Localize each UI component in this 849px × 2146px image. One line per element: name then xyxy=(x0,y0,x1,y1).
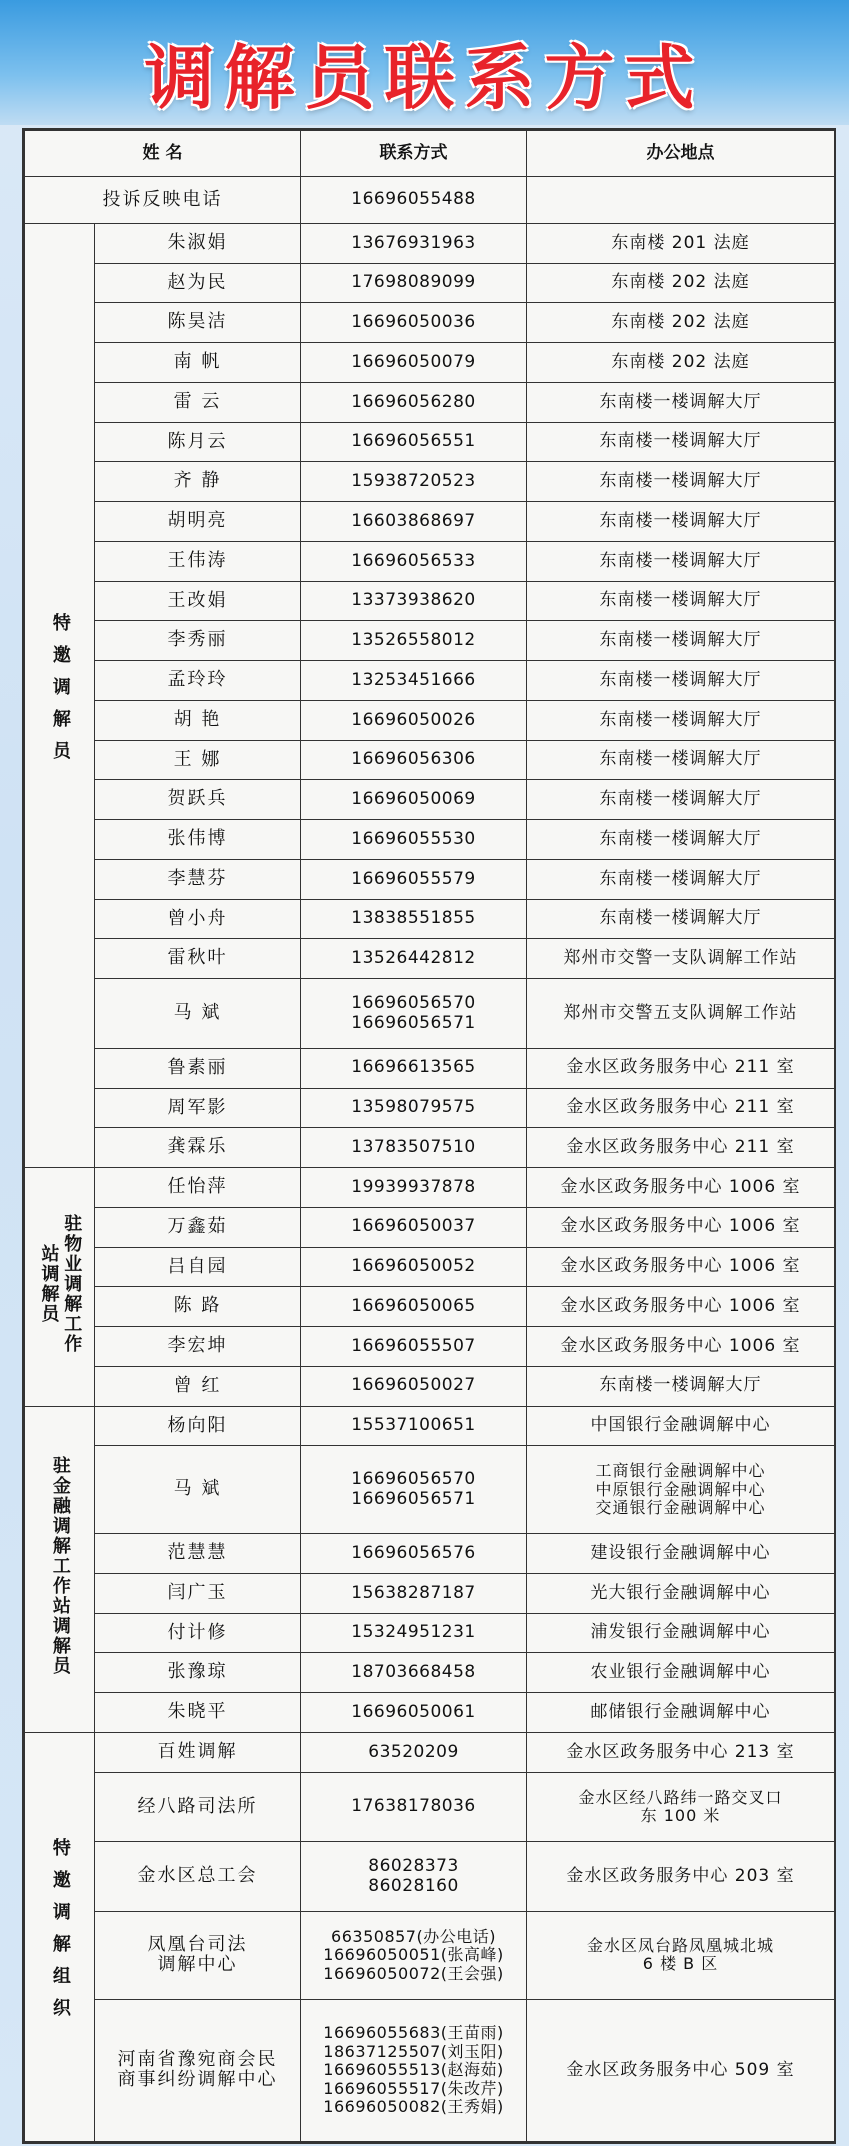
group-special xyxy=(25,223,95,1167)
person-name: 马 斌 xyxy=(95,979,301,1049)
complaint-label: 投诉反映电话 xyxy=(25,177,301,223)
group-finance xyxy=(25,1406,95,1732)
person-name: 李宏坤 xyxy=(95,1327,301,1367)
header-name: 姓 名 xyxy=(25,131,301,177)
person-phone: 16696056576 xyxy=(301,1534,527,1574)
person-phone: 15537100651 xyxy=(301,1406,527,1446)
person-phone: 13373938620 xyxy=(301,581,527,621)
table-row xyxy=(25,1247,835,1287)
person-name xyxy=(95,1999,301,2141)
table-row xyxy=(25,1534,835,1574)
person-phone-line: 16696055683(王苗雨) xyxy=(323,2023,504,2043)
person-name: 经八路司法所 xyxy=(95,1772,301,1842)
person-office: 金水区政务服务中心 1006 室 xyxy=(527,1287,835,1327)
table-row xyxy=(25,1693,835,1733)
person-phone: 13676931963 xyxy=(301,223,527,263)
person-name: 南 帆 xyxy=(95,343,301,383)
person-name-line: 凤凰台司法 xyxy=(147,1933,248,1955)
person-phone xyxy=(301,979,527,1049)
person-office: 东南楼一楼调解大厅 xyxy=(527,541,835,581)
person-name: 雷 云 xyxy=(95,382,301,422)
table-row xyxy=(25,462,835,502)
person-office: 建设银行金融调解中心 xyxy=(527,1534,835,1574)
person-phone: 16696050026 xyxy=(301,700,527,740)
person-name: 孟玲玲 xyxy=(95,661,301,701)
person-phone: 19939937878 xyxy=(301,1168,527,1208)
person-phone-line: 18637125507(刘玉阳) xyxy=(323,2041,504,2061)
person-office: 东南楼 201 法庭 xyxy=(527,223,835,263)
table-row xyxy=(25,1088,835,1128)
person-phone: 15638287187 xyxy=(301,1573,527,1613)
person-name: 吕自园 xyxy=(95,1247,301,1287)
person-phone: 13526442812 xyxy=(301,939,527,979)
table-row xyxy=(25,177,835,223)
person-name: 陈 路 xyxy=(95,1287,301,1327)
table-row xyxy=(25,1287,835,1327)
table-row xyxy=(25,1207,835,1247)
person-name: 王 娜 xyxy=(95,740,301,780)
person-phone: 16696056280 xyxy=(301,382,527,422)
person-phone xyxy=(301,1842,527,1912)
person-phone-line: 16696055517(朱改芹) xyxy=(323,2078,504,2098)
person-office: 东南楼一楼调解大厅 xyxy=(527,382,835,422)
group-special-text: 特邀调解员 xyxy=(49,612,71,773)
table-row xyxy=(25,1048,835,1088)
person-office: 金水区政务服务中心 203 室 xyxy=(527,1842,835,1912)
person-phone: 13526558012 xyxy=(301,621,527,661)
person-phone: 18703668458 xyxy=(301,1653,527,1693)
header-contact: 联系方式 xyxy=(301,131,527,177)
person-office: 东南楼 202 法庭 xyxy=(527,343,835,383)
table-row xyxy=(25,343,835,383)
person-office: 金水区政务服务中心 1006 室 xyxy=(527,1327,835,1367)
person-phone: 16696050061 xyxy=(301,1693,527,1733)
person-phone-line: 66350857(办公电话) xyxy=(331,1926,496,1946)
person-office: 中国银行金融调解中心 xyxy=(527,1406,835,1446)
table-row xyxy=(25,1613,835,1653)
person-phone: 16696050027 xyxy=(301,1366,527,1406)
table-row xyxy=(25,382,835,422)
person-name: 朱淑娟 xyxy=(95,223,301,263)
person-office: 郑州市交警一支队调解工作站 xyxy=(527,939,835,979)
person-phone-line: 86028160 xyxy=(368,1875,459,1896)
person-phone-line: 16696055513(赵海茹) xyxy=(323,2060,504,2080)
contact-table xyxy=(24,130,835,2142)
person-phone xyxy=(301,1446,527,1534)
person-name: 胡明亮 xyxy=(95,502,301,542)
table-row xyxy=(25,1406,835,1446)
person-phone: 16696050037 xyxy=(301,1207,527,1247)
person-name: 王伟涛 xyxy=(95,541,301,581)
contact-board xyxy=(22,128,836,2144)
person-office-line: 东 100 米 xyxy=(640,1806,721,1825)
person-office: 东南楼一楼调解大厅 xyxy=(527,820,835,860)
person-name: 朱晓平 xyxy=(95,1693,301,1733)
person-name: 周军影 xyxy=(95,1088,301,1128)
person-name: 百姓调解 xyxy=(95,1732,301,1772)
person-phone: 13253451666 xyxy=(301,661,527,701)
person-office: 东南楼 202 法庭 xyxy=(527,303,835,343)
person-phone: 16696056533 xyxy=(301,541,527,581)
person-phone: 16696050036 xyxy=(301,303,527,343)
person-office-line: 交通银行金融调解中心 xyxy=(595,1497,766,1517)
person-office: 东南楼一楼调解大厅 xyxy=(527,621,835,661)
person-name-line: 商事纠纷调解中心 xyxy=(117,2069,278,2091)
person-office: 金水区政务服务中心 211 室 xyxy=(527,1048,835,1088)
group-orgs xyxy=(25,1732,95,2141)
person-phone: 16603868697 xyxy=(301,502,527,542)
table-row xyxy=(25,939,835,979)
table-row xyxy=(25,621,835,661)
person-name: 鲁素丽 xyxy=(95,1048,301,1088)
person-phone: 15324951231 xyxy=(301,1613,527,1653)
person-office: 东南楼一楼调解大厅 xyxy=(527,661,835,701)
person-name xyxy=(95,1912,301,2000)
person-name: 陈月云 xyxy=(95,422,301,462)
person-name: 杨向阳 xyxy=(95,1406,301,1446)
complaint-phone: 16696055488 xyxy=(301,177,527,223)
person-phone: 16696613565 xyxy=(301,1048,527,1088)
person-phone: 16696056551 xyxy=(301,422,527,462)
person-phone-line: 16696056571 xyxy=(351,1012,476,1033)
person-office: 郑州市交警五支队调解工作站 xyxy=(527,979,835,1049)
person-name: 赵为民 xyxy=(95,263,301,303)
group-station-text-a: 站调解员 xyxy=(38,1244,60,1325)
table-row xyxy=(25,979,835,1049)
person-phone-line: 16696050072(王会强) xyxy=(323,1963,504,1983)
person-name: 李慧芬 xyxy=(95,859,301,899)
person-name: 陈昊洁 xyxy=(95,303,301,343)
table-row xyxy=(25,661,835,701)
person-office xyxy=(527,1772,835,1842)
person-office: 东南楼一楼调解大厅 xyxy=(527,502,835,542)
person-office: 金水区政务服务中心 213 室 xyxy=(527,1732,835,1772)
table-row xyxy=(25,1573,835,1613)
table-row xyxy=(25,820,835,860)
person-phone: 13838551855 xyxy=(301,899,527,939)
group-station xyxy=(25,1168,95,1407)
person-office: 金水区政务服务中心 509 室 xyxy=(527,1999,835,2141)
person-phone: 16696050065 xyxy=(301,1287,527,1327)
table-row xyxy=(25,303,835,343)
person-name: 胡 艳 xyxy=(95,700,301,740)
person-phone: 17698089099 xyxy=(301,263,527,303)
group-orgs-text: 特邀调解组织 xyxy=(49,1838,71,2031)
person-phone: 13783507510 xyxy=(301,1128,527,1168)
table-row xyxy=(25,131,835,177)
table-row xyxy=(25,1732,835,1772)
person-phone: 13598079575 xyxy=(301,1088,527,1128)
person-name-line: 河南省豫宛商会民 xyxy=(117,2048,278,2070)
person-phone: 15938720523 xyxy=(301,462,527,502)
person-phone: 16696055507 xyxy=(301,1327,527,1367)
person-phone-line: 16696056571 xyxy=(351,1488,476,1509)
person-phone-line: 16696056570 xyxy=(351,992,476,1013)
person-office: 东南楼 202 法庭 xyxy=(527,263,835,303)
person-office xyxy=(527,1912,835,2000)
table-row xyxy=(25,740,835,780)
person-name-line: 调解中心 xyxy=(157,1954,238,1976)
group-station-text-b: 驻物业调解工作 xyxy=(61,1214,83,1355)
person-name: 张豫琼 xyxy=(95,1653,301,1693)
person-phone-line: 16696050082(王秀娟) xyxy=(323,2097,504,2116)
table-row xyxy=(25,1653,835,1693)
person-office: 农业银行金融调解中心 xyxy=(527,1653,835,1693)
person-name: 万鑫茹 xyxy=(95,1207,301,1247)
table-row xyxy=(25,859,835,899)
person-office: 浦发银行金融调解中心 xyxy=(527,1613,835,1653)
person-name: 王改娟 xyxy=(95,581,301,621)
person-name: 齐 静 xyxy=(95,462,301,502)
table-row xyxy=(25,1366,835,1406)
person-office-line: 金水区经八路纬一路交叉口 xyxy=(578,1787,783,1807)
person-office: 金水区政务服务中心 211 室 xyxy=(527,1088,835,1128)
person-name: 马 斌 xyxy=(95,1446,301,1534)
table-row xyxy=(25,780,835,820)
person-phone: 63520209 xyxy=(301,1732,527,1772)
page-title: 调解员联系方式 xyxy=(144,37,705,119)
group-finance-text: 驻金融调解工作站调解员 xyxy=(49,1456,71,1677)
person-office-line: 中原银行金融调解中心 xyxy=(595,1479,766,1499)
person-name: 范慧慧 xyxy=(95,1534,301,1574)
person-office: 东南楼一楼调解大厅 xyxy=(527,780,835,820)
header-office: 办公地点 xyxy=(527,131,835,177)
person-phone: 17638178036 xyxy=(301,1772,527,1842)
table-row xyxy=(25,700,835,740)
table-row xyxy=(25,1999,835,2141)
table-row xyxy=(25,899,835,939)
person-office: 邮储银行金融调解中心 xyxy=(527,1693,835,1733)
person-phone: 16696055530 xyxy=(301,820,527,860)
person-phone: 16696050052 xyxy=(301,1247,527,1287)
person-name: 雷秋叶 xyxy=(95,939,301,979)
person-name: 张伟博 xyxy=(95,820,301,860)
table-row xyxy=(25,422,835,462)
person-phone: 16696050069 xyxy=(301,780,527,820)
person-office: 东南楼一楼调解大厅 xyxy=(527,859,835,899)
person-name: 金水区总工会 xyxy=(95,1842,301,1912)
table-row xyxy=(25,502,835,542)
table-row xyxy=(25,1128,835,1168)
person-office: 金水区政务服务中心 1006 室 xyxy=(527,1247,835,1287)
person-office: 东南楼一楼调解大厅 xyxy=(527,1366,835,1406)
person-name: 曾 红 xyxy=(95,1366,301,1406)
person-office-line: 6 楼 B 区 xyxy=(642,1954,719,1974)
person-name: 贺跃兵 xyxy=(95,780,301,820)
person-name: 曾小舟 xyxy=(95,899,301,939)
person-office xyxy=(527,1446,835,1534)
person-phone-line: 86028373 xyxy=(368,1856,459,1877)
person-name: 闫广玉 xyxy=(95,1573,301,1613)
person-office: 东南楼一楼调解大厅 xyxy=(527,422,835,462)
person-office: 东南楼一楼调解大厅 xyxy=(527,740,835,780)
person-office: 金水区政务服务中心 1006 室 xyxy=(527,1168,835,1208)
table-row xyxy=(25,1446,835,1534)
person-name: 李秀丽 xyxy=(95,621,301,661)
person-phone-line: 16696056570 xyxy=(351,1469,476,1490)
person-name: 任怡萍 xyxy=(95,1168,301,1208)
person-phone: 16696050079 xyxy=(301,343,527,383)
person-office: 金水区政务服务中心 211 室 xyxy=(527,1128,835,1168)
person-office: 金水区政务服务中心 1006 室 xyxy=(527,1207,835,1247)
complaint-office xyxy=(527,177,835,223)
table-row xyxy=(25,1912,835,2000)
person-office: 东南楼一楼调解大厅 xyxy=(527,700,835,740)
person-office: 东南楼一楼调解大厅 xyxy=(527,581,835,621)
table-row xyxy=(25,1327,835,1367)
table-row xyxy=(25,223,835,263)
person-phone xyxy=(301,1999,527,2141)
person-phone-line: 16696050051(张高峰) xyxy=(323,1945,504,1965)
person-office: 东南楼一楼调解大厅 xyxy=(527,899,835,939)
person-office: 东南楼一楼调解大厅 xyxy=(527,462,835,502)
person-phone: 16696056306 xyxy=(301,740,527,780)
person-office: 光大银行金融调解中心 xyxy=(527,1573,835,1613)
table-row xyxy=(25,1842,835,1912)
table-row xyxy=(25,263,835,303)
person-name: 龚霖乐 xyxy=(95,1128,301,1168)
table-row xyxy=(25,581,835,621)
person-office-line: 工商银行金融调解中心 xyxy=(595,1461,766,1481)
person-name: 付计修 xyxy=(95,1613,301,1653)
table-row xyxy=(25,541,835,581)
table-row xyxy=(25,1772,835,1842)
person-phone: 16696055579 xyxy=(301,859,527,899)
person-office-line: 金水区凤台路凤凰城北城 xyxy=(587,1936,775,1956)
person-phone xyxy=(301,1912,527,2000)
table-row xyxy=(25,1168,835,1208)
